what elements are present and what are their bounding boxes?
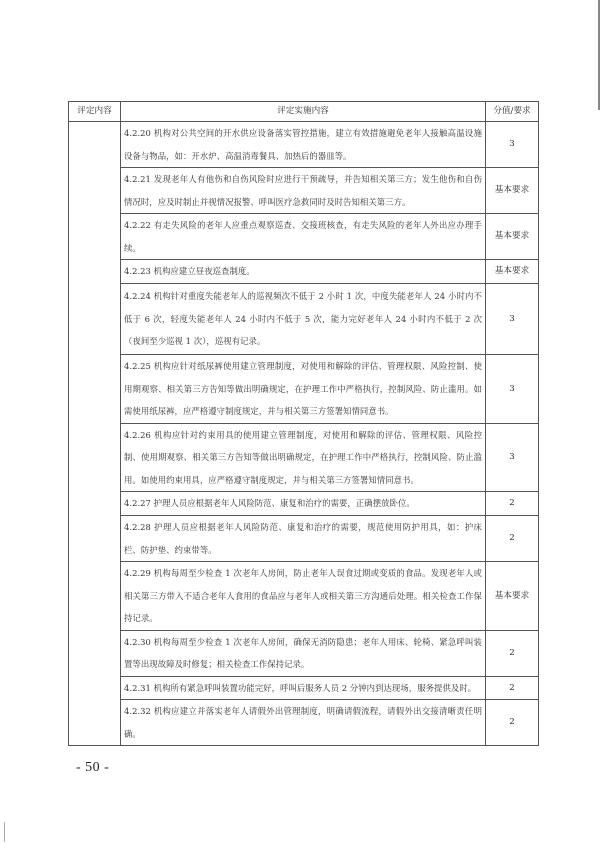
score-cell: 2 — [486, 700, 539, 746]
table-row — [69, 423, 539, 492]
table-header-row — [69, 102, 539, 122]
table-row — [69, 700, 539, 746]
content-cell: 4.2.20 机构对公共空间的开水供应设备落实管控措施，建立有效措施避免老年人接触高温设施设备与物品，如：开水炉、高温消毒餐具、加热后的器皿等。 — [121, 122, 486, 168]
content-cell: 4.2.28 护理人员应根据老年人风险防范、康复和治疗的需要，规范使用防护用具，如：护床栏、防护垫、约束带等。 — [121, 516, 486, 562]
content-cell: 4.2.29 机构每周至少检查 1 次老年人房间，防止老年人误食过期或变质的食品。发现老年人或相关第三方带入不适合老年人食用的食品应与老年人或相关第三方沟通后处理。相关检查工作保持记录。 — [121, 562, 486, 631]
score-cell: 基本要求 — [486, 260, 539, 284]
page-number: - 50 - — [76, 760, 110, 775]
content-cell: 4.2.27 护理人员应根据老年人风险防范、康复和治疗的需要，正确摆放卧位。 — [121, 492, 486, 516]
score-cell: 基本要求 — [486, 168, 539, 214]
content-cell: 4.2.26 机构应针对约束用具的使用建立管理制度，对使用和解除的评估、管理权限、风险控制、使用期观察、相关第三方告知等做出明确规定，在护理工作中严格执行，控制风险、防止滥用。如使用约束用具，应严格遵守制度规定，并与相关第三方签署知情同意书。 — [121, 423, 486, 492]
table-row — [69, 676, 539, 700]
category-cell — [69, 122, 121, 746]
table-row — [69, 562, 539, 631]
score-cell: 2 — [486, 630, 539, 676]
table-row — [69, 516, 539, 562]
score-cell: 3 — [486, 122, 539, 168]
table-row — [69, 284, 539, 355]
table-row — [69, 260, 539, 284]
score-cell: 2 — [486, 492, 539, 516]
table-row — [69, 492, 539, 516]
content-cell: 4.2.30 机构每周至少检查 1 次老年人房间，确保无消防隐患；老年人用床、轮椅、紧急呼叫装置等出现故障及时修复；相关检查工作保持记录。 — [121, 630, 486, 676]
header-category: 评定内容 — [69, 102, 121, 122]
score-cell: 3 — [486, 355, 539, 424]
header-content: 评定实施内容 — [121, 102, 486, 122]
score-cell: 3 — [486, 423, 539, 492]
content-cell: 4.2.24 机构针对重度失能老年人的巡视频次不低于 2 小时 1 次，中度失能老年人 24 小时内不低于 6 次，轻度失能老年人 24 小时内不低于 5 次，能力完好老年人 24 小时内不低于 2 次（夜间至少巡视 1 次），巡视有记录。 — [121, 284, 486, 355]
score-cell: 3 — [486, 284, 539, 355]
score-cell: 2 — [486, 676, 539, 700]
score-cell: 基本要求 — [486, 214, 539, 260]
table-row — [69, 122, 539, 168]
header-score: 分值/要求 — [486, 102, 539, 122]
content-cell: 4.2.25 机构应针对纸尿裤使用建立管理制度，对使用和解除的评估、管理权限、风险控制、使用期观察、相关第三方告知等做出明确规定，在护理工作中严格执行，控制风险、防止滥用。如需使用纸尿裤，应严格遵守制度规定，并与相关第三方签署知情同意书。 — [121, 355, 486, 424]
content-cell: 4.2.21 发现老年人有他伤和自伤风险时应进行干预疏导，并告知相关第三方；发生他伤和自伤情况时，应及时制止并视情况报警、呼叫医疗急救同时及时告知相关第三方。 — [121, 168, 486, 214]
evaluation-table — [68, 101, 539, 746]
table-body — [69, 122, 539, 746]
table-row — [69, 355, 539, 424]
content-cell: 4.2.32 机构应建立并落实老年人请假外出管理制度，明确请假流程，请假外出交接清晰责任明确。 — [121, 700, 486, 746]
scan-edge-mark — [4, 822, 5, 842]
table-row — [69, 630, 539, 676]
table-row — [69, 214, 539, 260]
content-cell: 4.2.22 有走失风险的老年人应重点观察巡查、交接班核查，有走失风险的老年人外出应办理手续。 — [121, 214, 486, 260]
content-cell: 4.2.23 机构应建立昼夜巡查制度。 — [121, 260, 486, 284]
score-cell: 2 — [486, 516, 539, 562]
score-cell: 基本要求 — [486, 562, 539, 631]
table-row — [69, 168, 539, 214]
content-cell: 4.2.31 机构所有紧急呼叫装置功能完好，呼叫后服务人员 2 分钟内到达现场，服务提供及时。 — [121, 676, 486, 700]
